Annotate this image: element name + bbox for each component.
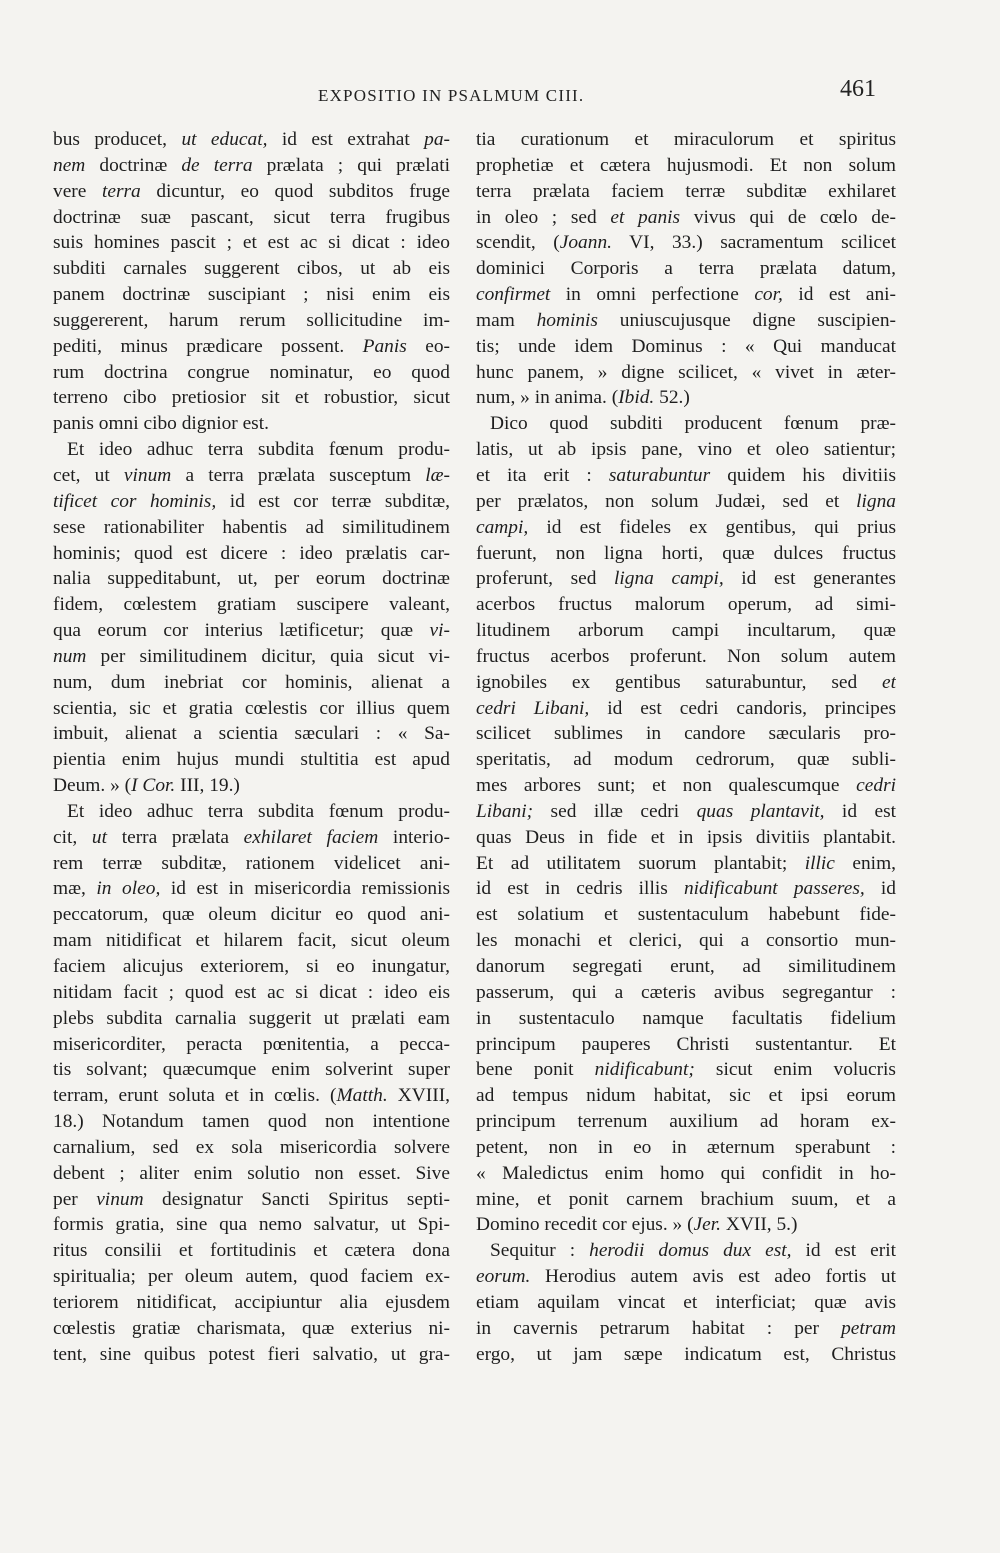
text-line: prophetiæ et cætera hujusmodi. Et non solum xyxy=(476,154,896,176)
text-line: terram, erunt soluta et in cœlis. (Matth. XVIII, xyxy=(53,1085,450,1107)
text-line: petent, non in eo in æternum sperabunt : xyxy=(476,1136,896,1158)
text-line: bene ponit nidificabunt; sicut enim volucris xyxy=(476,1059,896,1081)
text-line: nalia suppeditabunt, ut, per eorum doctrinæ xyxy=(53,568,450,590)
text-line: nitidam facit ; quod est ac si dicat : ideo eis xyxy=(53,981,450,1003)
text-line: proferunt, sed ligna campi, id est generantes xyxy=(476,568,896,590)
text-line: panis omni cibo dignior est. xyxy=(53,413,269,435)
text-line: hominis; quod est dicere : ideo prælatis car- xyxy=(53,542,450,564)
text-line: mæ, in oleo, id est in misericordia remissionis xyxy=(53,878,450,900)
text-line: Sequitur : herodii domus dux est, id est erit xyxy=(490,1240,896,1262)
text-line: campi, id est fideles ex gentibus, qui prius xyxy=(476,516,896,538)
text-line: ad tempus nidum habitat, sic et ipsi eorum xyxy=(476,1085,896,1107)
text-line: Domino recedit cor ejus. » (Jer. XVII, 5.) xyxy=(476,1214,798,1236)
text-line: tificet cor hominis, id est cor terræ subditæ, xyxy=(53,490,450,512)
text-line: imbuit, alienat a scientia sæculari : « Sa- xyxy=(53,723,450,745)
text-line: mes arbores sunt; et non qualescumque cedri xyxy=(476,775,896,797)
text-line: peccatorum, quæ oleum dicitur eo quod ani- xyxy=(53,904,450,926)
text-line: in sustentaculo namque facultatis fidelium xyxy=(476,1007,896,1029)
text-line: Deum. » (I Cor. III, 19.) xyxy=(53,775,240,797)
text-line: confirmet in omni perfectione cor, id est ani- xyxy=(476,284,896,306)
text-line: « Maledictus enim homo qui confidit in ho- xyxy=(476,1162,896,1184)
text-line: terra prælata faciem terræ subditæ exhilaret xyxy=(476,180,896,202)
text-line: fuerunt, non ligna horti, quæ dulces fructus xyxy=(476,542,896,564)
text-line: tent, sine quibus potest fieri salvatio, ut gra- xyxy=(53,1343,450,1365)
text-line: scilicet sublimes in candore sæcularis pro- xyxy=(476,723,896,745)
text-line: suis homines pascit ; et est ac si dicat : ideo xyxy=(53,232,450,254)
text-line: hunc panem, » digne scilicet, « vivet in æter- xyxy=(476,361,896,383)
text-line: dominici Corporis a terra prælata datum, xyxy=(476,258,896,280)
text-line: principum pauperes Christi sustentantur. Et xyxy=(476,1033,896,1055)
text-line: faciem alicujus exteriorem, si eo inungatur, xyxy=(53,956,450,977)
text-line: id est in cedris illis nidificabunt passeres, id xyxy=(476,878,896,900)
text-line: scendit, (Joann. VI, 33.) sacramentum scilicet xyxy=(476,232,896,254)
text-line: in oleo ; sed et panis vivus qui de cœlo de- xyxy=(476,206,896,228)
text-line: latis, ut ab ipsis pane, vino et oleo satientur; xyxy=(476,439,896,461)
text-line: vere terra dicuntur, eo quod subditos fruge xyxy=(53,180,450,202)
text-line: subditi carnales suggerent cibos, ut ab eis xyxy=(53,258,450,280)
text-line: Dico quod subditi producent fœnum præ- xyxy=(490,413,896,435)
text-line: mam nitidificat et hilarem facit, sicut oleum xyxy=(53,930,450,952)
text-line: quas Deus in fide et in ipsis divitiis plantabit. xyxy=(476,826,896,848)
text-line: Et ad utilitatem suorum plantabit; illic enim, xyxy=(476,852,896,874)
text-line: acerbos fructus malorum operum, ad simi- xyxy=(476,594,896,616)
text-line: mam hominis uniuscujusque digne suscipien- xyxy=(476,309,896,331)
text-line: cedri Libani, id est cedri candoris, principes xyxy=(476,697,896,719)
text-line: rum doctrina congrue nominatur, eo quod xyxy=(53,361,450,383)
text-line: et ita erit : saturabuntur quidem his divitiis xyxy=(476,464,896,486)
text-line: passerum, qui a cæteris avibus segregantur : xyxy=(476,981,896,1003)
text-line: Libani; sed illæ cedri quas plantavit, id est xyxy=(476,800,896,822)
text-line: mine, et ponit carnem brachium suum, et a xyxy=(476,1188,896,1210)
text-line: 18.) Notandum tamen quod non intentione xyxy=(53,1111,450,1133)
text-line: teriorem nitidificat, accipiuntur alia ejusdem xyxy=(53,1291,450,1313)
right-text-column xyxy=(476,127,896,1368)
running-title: EXPOSITIO IN PSALMUM CIII. xyxy=(318,86,585,105)
text-line: les monachi et clerici, qui a consortio mun- xyxy=(476,930,896,952)
text-line: qua eorum cor interius lætificetur; quæ vi- xyxy=(53,620,450,642)
text-line: speritatis, ad modum cedrorum, quæ subli- xyxy=(476,749,896,771)
text-line: Et ideo adhuc terra subdita fœnum produ- xyxy=(67,800,450,822)
text-line: plebs subdita carnalia suggerit ut prælati eam xyxy=(53,1007,450,1029)
text-line: sese rationabiliter habentis ad similitudinem xyxy=(53,516,450,538)
text-line: ergo, ut jam sæpe indicatum est, Christus xyxy=(476,1343,896,1365)
text-line: eorum. Herodius autem avis est adeo fortis ut xyxy=(476,1266,896,1288)
text-line: principum terrenum auxilium ad horam ex- xyxy=(476,1111,896,1133)
text-line: num, » in anima. (Ibid. 52.) xyxy=(476,387,690,409)
left-text-column xyxy=(53,127,450,1368)
text-line: ritus consilii et fortitudinis et cætera dona xyxy=(53,1240,450,1262)
text-line: num, dum inebriat cor hominis, alienat a xyxy=(53,671,450,693)
text-line: fidem, cœlestem gratiam suscipere valeant, xyxy=(53,594,450,616)
text-line: misericorditer, peracta pœnitentia, a pecca- xyxy=(53,1033,450,1055)
text-line: litudinem arborum campi incultarum, quæ xyxy=(476,620,896,642)
text-line: tis; unde idem Dominus : « Qui manducat xyxy=(476,335,896,357)
text-line: est solatium et sustentaculum habebunt fide- xyxy=(476,904,896,926)
text-line: terreno cibo pretiosior sit et robustior, sicut xyxy=(53,387,450,409)
text-line: pediti, minus prædicare possent. Panis eo- xyxy=(53,335,450,357)
text-line: formis gratia, sine qua nemo salvatur, ut Spi- xyxy=(53,1214,450,1236)
text-line: scientia, sic et gratia cœlestis cor illius quem xyxy=(53,697,450,719)
text-line: in cavernis petrarum habitat : per petram xyxy=(476,1317,896,1339)
text-line: debent ; aliter enim solutio non esset. Sive xyxy=(53,1162,450,1184)
text-line: suggererent, harum rerum sollicitudine im- xyxy=(53,309,450,331)
text-line: tia curationum et miraculorum et spiritus xyxy=(476,129,896,150)
text-line: Et ideo adhuc terra subdita fœnum produ- xyxy=(67,439,450,461)
text-line: fructus acerbos proferunt. Non solum autem xyxy=(476,645,896,667)
text-line: cit, ut terra prælata exhilaret faciem interio- xyxy=(53,826,450,848)
text-line: cœlestis gratiæ charismata, quæ exterius ni- xyxy=(53,1317,450,1339)
text-line: per prælatos, non solum Judæi, sed et ligna xyxy=(476,490,896,512)
text-line: per vinum designatur Sancti Spiritus septi- xyxy=(53,1188,450,1210)
text-line: tis solvant; quæcumque enim solverint super xyxy=(53,1059,450,1081)
text-line: doctrinæ suæ pascant, sicut terra frugibus xyxy=(53,206,450,228)
text-line: panem doctrinæ suscipiant ; nisi enim eis xyxy=(53,284,450,306)
text-line: rem terræ subditæ, rationem videlicet ani- xyxy=(53,852,450,874)
page-number: 461 xyxy=(840,76,876,102)
text-line: bus producet, ut educat, id est extrahat pa- xyxy=(53,129,450,150)
text-line: carnalium, sed ex sola misericordia solvere xyxy=(53,1136,450,1158)
text-line: cet, ut vinum a terra prælata susceptum læ- xyxy=(53,464,450,486)
text-line: ignobiles ex gentibus saturabuntur, sed et xyxy=(476,671,896,693)
text-line: etiam aquilam vincat et interficiat; quæ avis xyxy=(476,1291,896,1313)
text-line: num per similitudinem dicitur, quia sicut vi- xyxy=(53,645,450,667)
text-line: nem doctrinæ de terra prælata ; qui prælati xyxy=(53,154,450,176)
text-line: danorum segregati erunt, ad similitudinem xyxy=(476,956,896,977)
text-line: pientia enim hujus mundi stultitia est apud xyxy=(53,749,450,771)
text-line: spiritualia; per oleum autem, quod faciem ex- xyxy=(53,1266,450,1288)
